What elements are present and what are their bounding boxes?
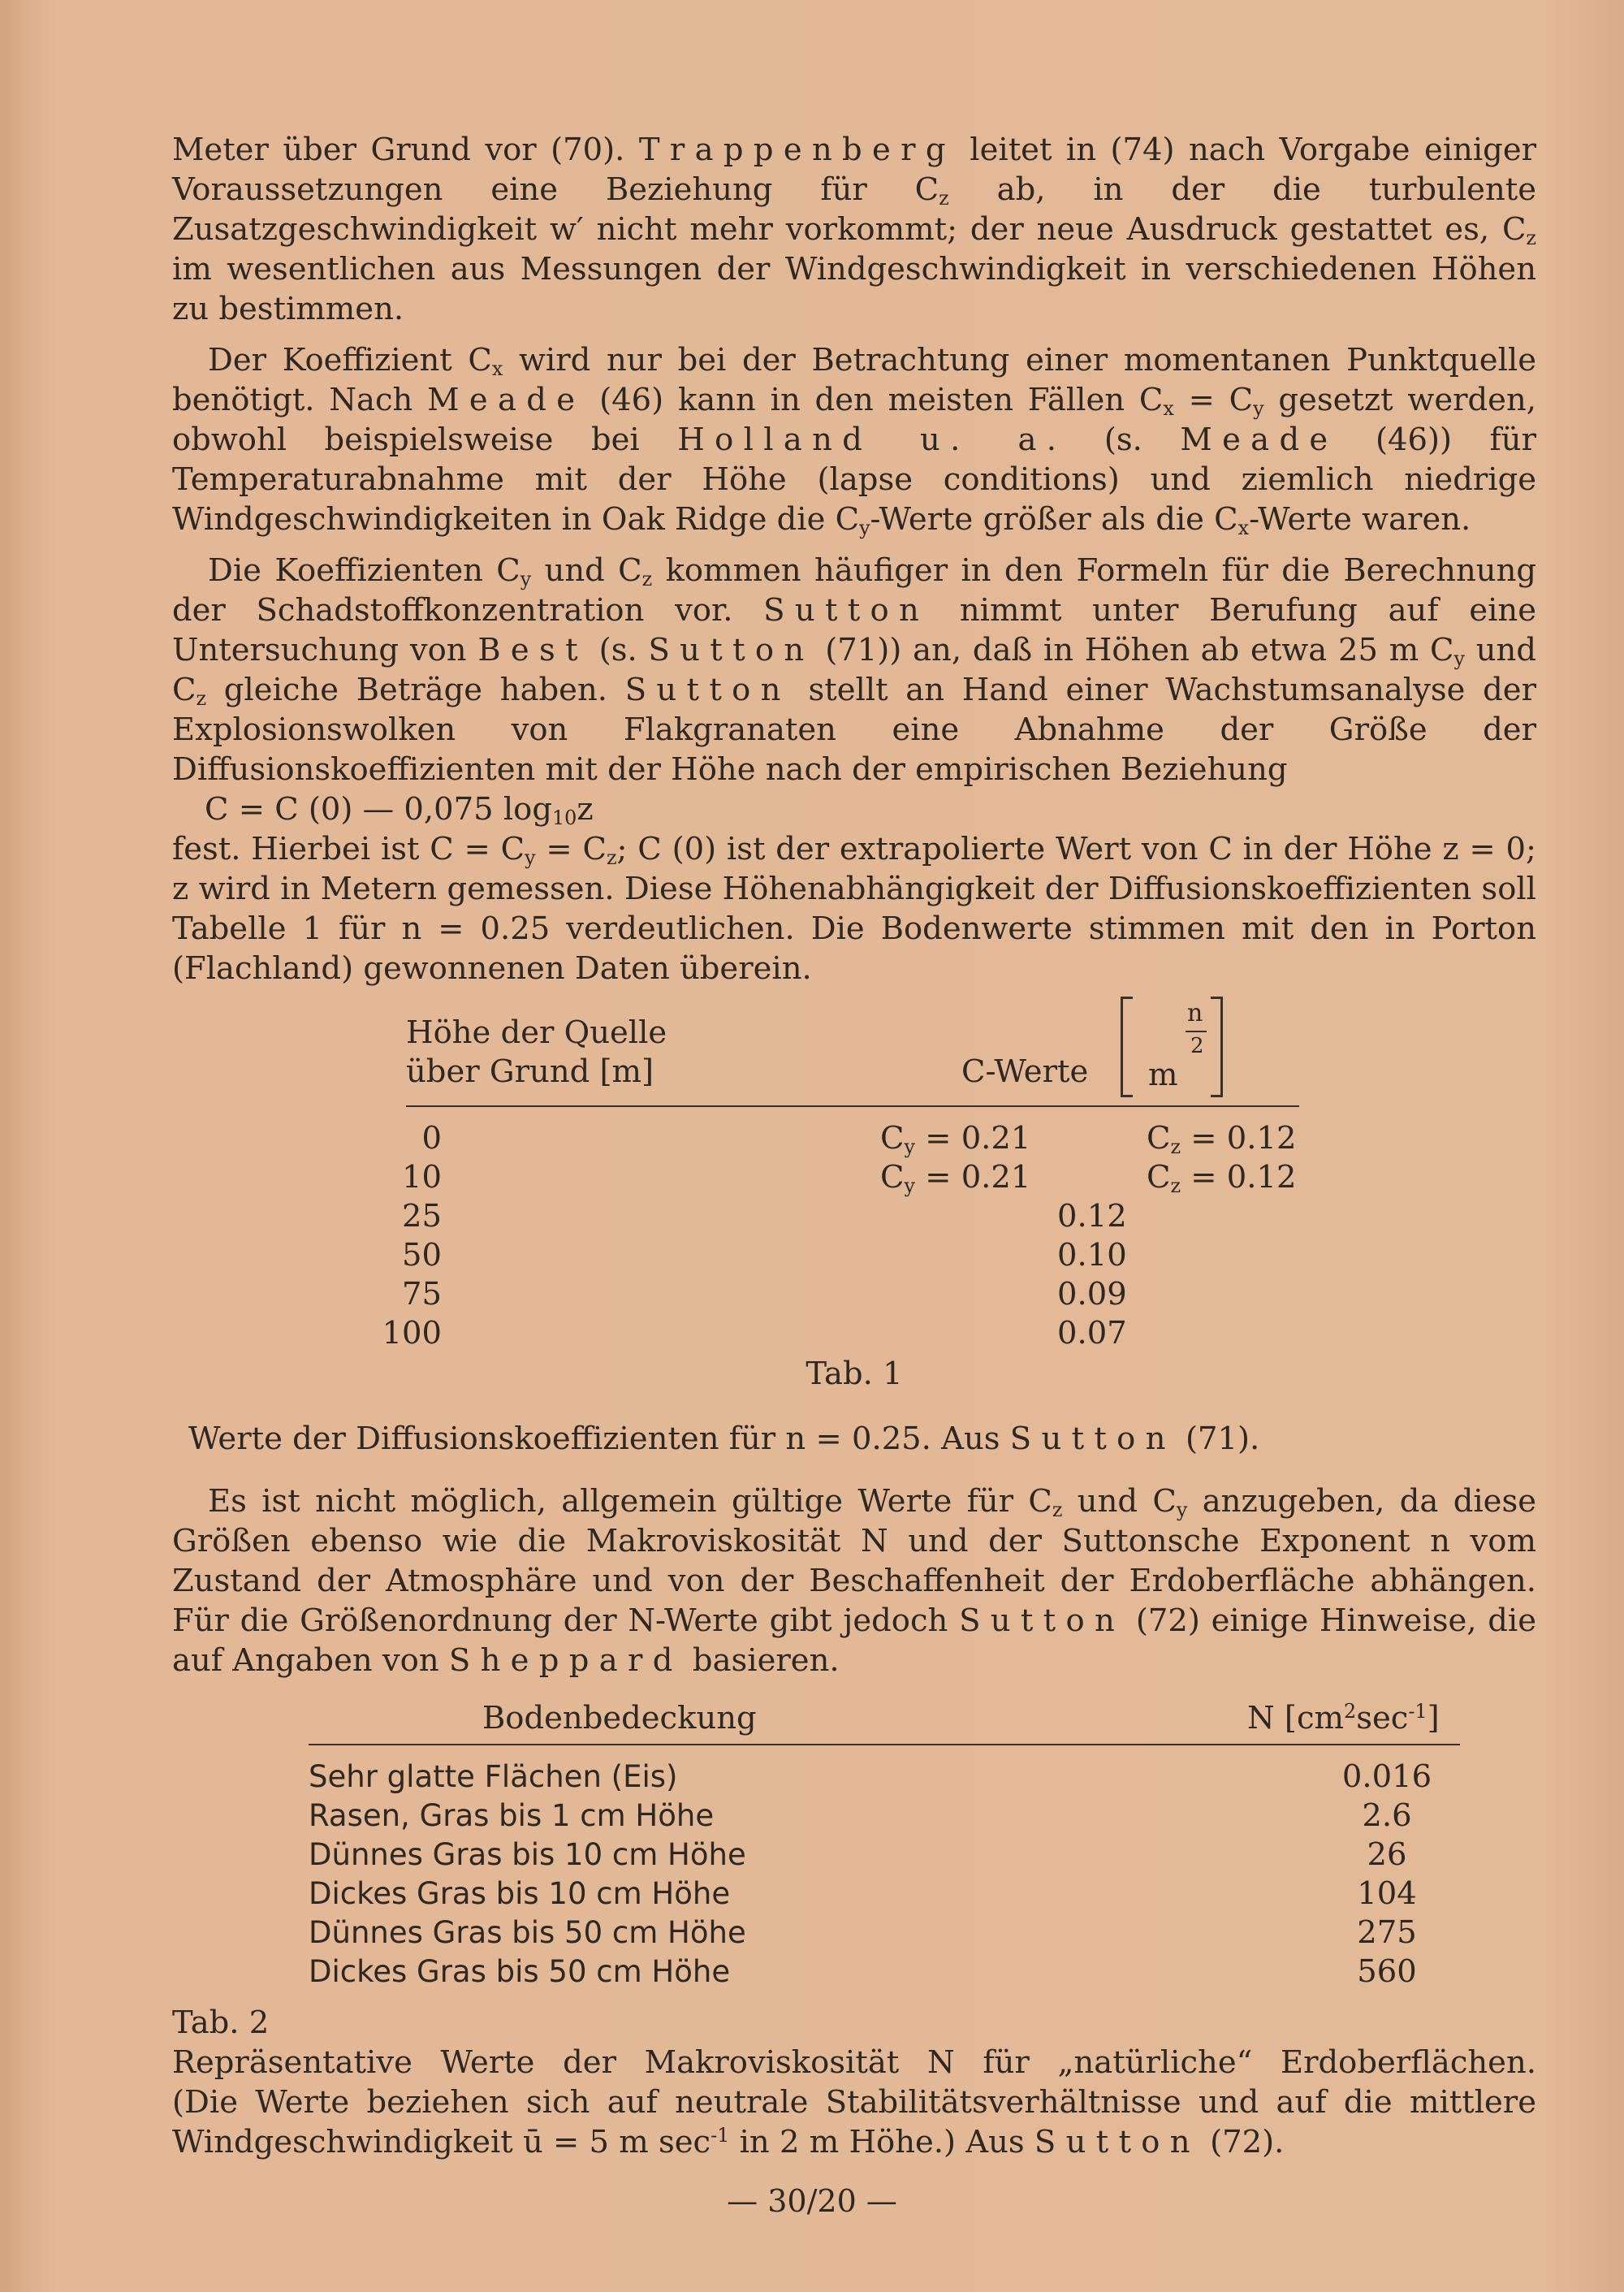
table-row: Dickes Gras bis 10 cm Höhe 104 [309, 1875, 1417, 1912]
table1-unit-exponent-denominator: 2 [1190, 1034, 1204, 1058]
table1-unit-exponent-numerator: n [1187, 999, 1203, 1027]
table2-caption-title: Tab. 2 [172, 2004, 270, 2041]
table2-header-right: N $[cm^2\sec^{-1}]$ [1247, 1699, 1440, 1736]
table1-unit-base: m [1148, 1057, 1178, 1093]
table-row: 0 $C_y = 0.21$ $C_z = 0.12$ [421, 1120, 1297, 1158]
paragraph-4: fest. Hierbei ist $C = C_y = C_z$; C (0) ist der extrapolierte Wert von C in der Höhe z = 0; z wird in Metern gemessen. Diese Höhenabhängigkeit der Diffusionskoeffizienten soll Tabelle 1 für n = 0.25 verdeutlichen. Die Bodenwerte stimmen mit den in Porton (Flachland) gewonnenen Daten überein. [172, 831, 1536, 987]
table-1 [172, 997, 1536, 1419]
table2-caption-line3: Windgeschwindigkeit ū = 5 m $\sec^{-1}$ in 2 m Höhe.) Aus Sutton (72). [172, 2123, 1285, 2160]
table2-header-rule [309, 1744, 1460, 1745]
table1-caption-title: Tab. 1 [806, 1356, 903, 1392]
equation: C = C (0) — 0,075 $\log_{10}z$ [205, 791, 594, 829]
table-row: Dünnes Gras bis 50 cm Höhe 275 [309, 1914, 1417, 1951]
table2-caption-line2: (Die Werte beziehen sich auf neutrale Stabilitätsverhältnisse und auf die mittlere [172, 2084, 1536, 2121]
paragraph-1: Meter über Grund vor (70). Trappenberg leitet in (74) nach Vorgabe einiger Voraussetzungen eine Beziehung für $C_z$ ab, in der die turbulente Zusatzgeschwindigkeit w′ nicht mehr vorkommt; der neue Ausdruck gestattet es, $C_z$ im wesentlichen aus Messungen der Windgeschwindigkeit in verschiedenen Höhen zu bestimmen. [172, 132, 1537, 327]
table-row: Dickes Gras bis 50 cm Höhe 560 [309, 1953, 1417, 1990]
table-row: 75 0.09 [402, 1276, 1127, 1312]
table2-header-left: Bodenbedeckung [482, 1700, 757, 1736]
table1-header-line2: über Grund [m] [406, 1053, 654, 1090]
table-row: 100 0.07 [382, 1315, 1127, 1351]
paragraph-3: Die Koeffizienten $C_y$ und $C_z$ kommen häufiger in den Formeln für die Berechnung der Schadstoffkonzentration vor. Sutton nimmt unter Berufung auf eine Untersuchung von Best (s. Sutton (71)) an, daß in Höhen ab etwa 25 m $C_y$ und $C_z$ gleiche Beträge haben. Sutton stellt an Hand einer Wachstumsanalyse der Explosionswolken von Flakgranaten eine Abnahme der Größe der Diffusionskoeffizienten mit der Höhe nach der empirischen Beziehung [172, 552, 1537, 788]
table-2 [172, 1698, 1536, 2003]
table-row: Dünnes Gras bis 10 cm Höhe 26 [309, 1836, 1407, 1873]
table-row: 50 0.10 [402, 1237, 1127, 1274]
table-row: Sehr glatte Flächen (Eis) 0.016 [309, 1758, 1432, 1795]
table-row: 25 0.12 [402, 1198, 1127, 1235]
table1-header-c: C-Werte [961, 1053, 1089, 1090]
table-row: Rasen, Gras bis 1 cm Höhe 2.6 [309, 1797, 1412, 1834]
table1-header-rule [406, 1105, 1299, 1107]
table1-caption: Werte der Diffusionskoeffizienten für n = 0.25. Aus Sutton (71). [188, 1421, 1260, 1457]
table-row: 10 $C_y = 0.21$ $C_z = 0.12$ [402, 1159, 1297, 1197]
page-number: — 30/20 — [727, 2183, 897, 2219]
table2-caption-line1: Repräsentative Werte der Makroviskosität N für „natürliche“ Erdoberflächen. [172, 2044, 1536, 2081]
document-body [172, 130, 1536, 2162]
paragraph-5: Es ist nicht möglich, allgemein gültige Werte für $C_z$ und $C_y$ anzugeben, da diese Größen ebenso wie die Makroviskosität N und der Suttonsche Exponent n vom Zustand der Atmosphäre und von der Beschaffenheit der Erdoberfläche abhängen. Für die Größenordnung der N-Werte gibt jedoch Sutton (72) einige Hinweise, die auf Angaben von Sheppard basieren. [172, 1483, 1537, 1679]
table1-header-line1: Höhe der Quelle [406, 1014, 667, 1051]
table1-unit-fraction-bar [1186, 1031, 1207, 1032]
paragraph-2: Der Koeffizient $C_x$ wird nur bei der Betrachtung einer momentanen Punktquelle benötigt. Nach Meade (46) kann in den meisten Fällen $C_x = C_y$ gesetzt werden, obwohl beispielsweise bei Holland u. a. (s. Meade (46)) für Temperaturabnahme mit der Höhe (lapse conditions) und ziemlich niedrige Windgeschwindigkeiten in Oak Ridge die $C_y$-Werte größer als die $C_x$-Werte waren. [172, 342, 1537, 539]
